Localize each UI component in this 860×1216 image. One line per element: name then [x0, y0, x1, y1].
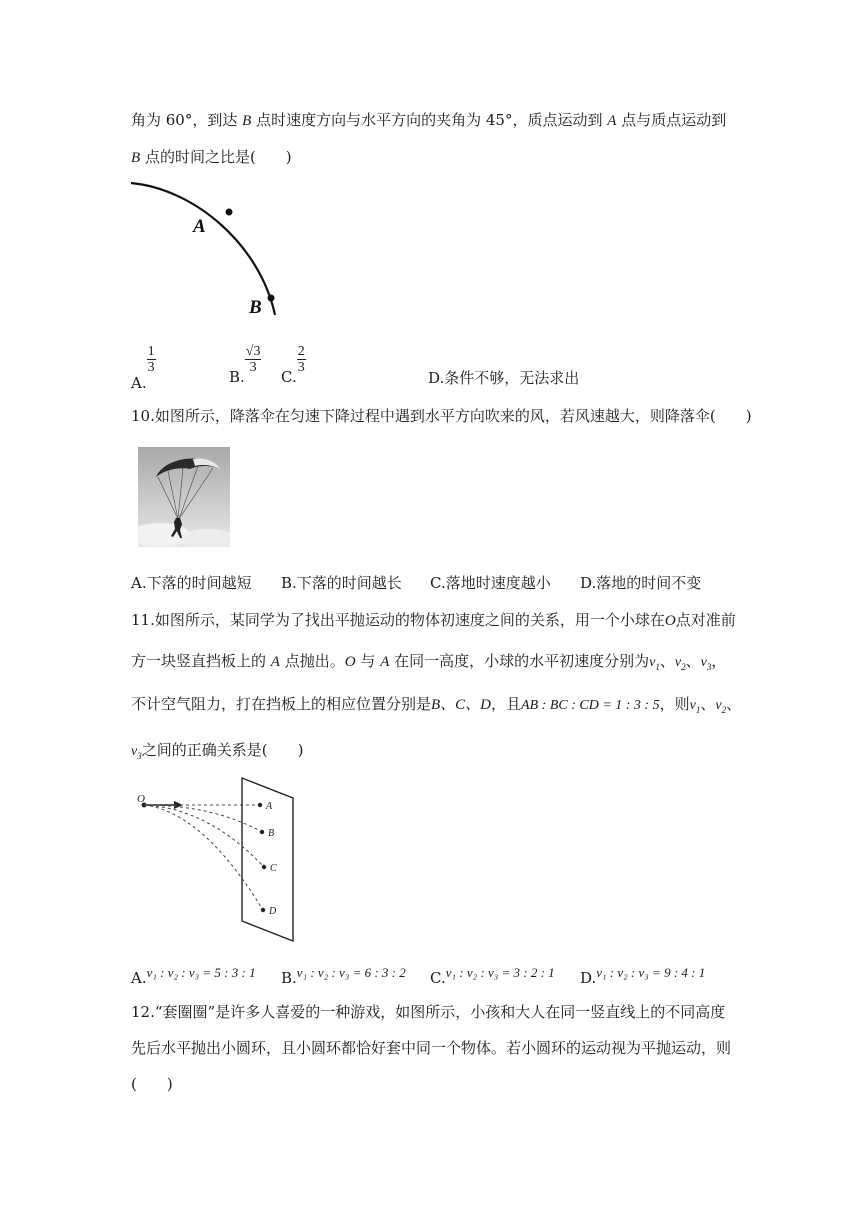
- q9-text: 角为 60°，到达: [131, 111, 238, 129]
- q9-arc-figure: [125, 175, 295, 325]
- q11-option-c[interactable]: [430, 962, 555, 987]
- q11-ratio: AB : BC : CD = 1 : 3 : 5: [521, 698, 660, 713]
- q11-text: 不计空气阻力，打在挡板上的相应位置分别是: [131, 695, 432, 713]
- q12-stem-line3: ( ): [131, 1075, 173, 1093]
- q11-text: 在同一高度，小球的水平初速度分别为: [394, 652, 650, 670]
- q11-stem-line2: [131, 651, 726, 677]
- v3-letter: v: [700, 655, 707, 670]
- option-expression: v₁ : v₂ : v₃ = 6 : 3 : 2: [296, 965, 406, 980]
- point-d-dot: [261, 908, 265, 912]
- option-prefix: B.: [229, 367, 245, 386]
- v2-symbol: [715, 698, 726, 713]
- q11-option-a[interactable]: [131, 962, 256, 987]
- q12-stem-line2: 先后水平抛出小圆环，且小圆环都恰好套中同一个物体。若小圆环的运动视为平抛运动，则: [131, 1039, 732, 1057]
- point-a-dot: [258, 803, 262, 807]
- comma: ，: [711, 652, 727, 670]
- fraction: [297, 344, 306, 375]
- trajectory-arc: [131, 183, 275, 315]
- q11-option-d[interactable]: [580, 962, 706, 987]
- q11-text: 方一块竖直挡板上的: [131, 652, 267, 670]
- option-expression: v₁ : v₂ : v₃ = 9 : 4 : 1: [596, 965, 706, 980]
- q9-option-d[interactable]: D.条件不够，无法求出: [428, 369, 580, 387]
- point-b-label: B: [268, 828, 275, 839]
- q10-option-b[interactable]: B.下落的时间越长: [281, 574, 402, 592]
- numerator: 2: [297, 344, 305, 359]
- q9-option-b[interactable]: [229, 344, 261, 386]
- option-prefix: C.: [281, 367, 297, 386]
- v2-subscript: 2: [721, 704, 727, 715]
- q9-point-a: A: [607, 113, 617, 129]
- option-prefix: D.: [580, 969, 597, 987]
- point-o-label: O: [137, 793, 145, 805]
- q9-text: 点时速度方向与水平方向的夹角为 45°，质点运动到: [256, 111, 603, 129]
- numerator: √3: [245, 344, 261, 359]
- v2-letter: v: [674, 655, 682, 670]
- q9-text: 点的时间之比是( ): [144, 148, 292, 166]
- point-a-label: A: [266, 801, 273, 812]
- q11-point-a: A: [270, 654, 280, 670]
- q11-option-b[interactable]: [281, 962, 406, 987]
- point-c-dot: [262, 865, 266, 869]
- point-d-label: D: [269, 906, 277, 917]
- point-b-dot: [260, 830, 264, 834]
- option-expression: v₁ : v₂ : v₃ = 3 : 2 : 1: [445, 965, 555, 980]
- denominator: 3: [245, 359, 262, 375]
- q11-stem-line3: [131, 694, 741, 720]
- fraction: [245, 344, 262, 375]
- separator: 、: [700, 695, 716, 713]
- q11-point-o: O: [664, 613, 676, 629]
- v3-symbol: [701, 655, 712, 670]
- q10-stem: 10.如图所示，降落伞在匀速下降过程中遇到水平方向吹来的风，若风速越大，则降落伞( ): [131, 407, 752, 425]
- q9-stem-line1: [131, 110, 726, 131]
- separator: 、: [685, 652, 701, 670]
- q11-stem-line4: [131, 740, 303, 766]
- v2-subscript: 2: [681, 661, 686, 672]
- q11-text: 与: [360, 652, 376, 670]
- option-prefix: A.: [131, 374, 147, 392]
- option-prefix: A.: [131, 969, 147, 987]
- option-prefix: B.: [281, 969, 297, 987]
- denominator: 3: [297, 360, 305, 375]
- v1-symbol: [690, 698, 701, 713]
- q10-option-d[interactable]: D.落地的时间不变: [580, 574, 702, 592]
- q11-text: ，且: [491, 695, 522, 713]
- v3-subscript: 3: [706, 661, 712, 672]
- numerator: 1: [147, 344, 155, 359]
- point-b-label: B: [249, 297, 262, 318]
- point-a-dot: [226, 209, 233, 216]
- q11-text: 点对准前: [675, 611, 736, 629]
- v1-letter: v: [649, 655, 656, 670]
- q10-option-c[interactable]: C.落地时速度越小: [430, 574, 551, 592]
- q12-stem-line1: 12.“套圈圈”是许多人喜爱的一种游戏，如图所示，小孩和大人在同一竖直线上的不同高度: [131, 1003, 726, 1021]
- option-prefix: C.: [430, 969, 446, 987]
- v1-subscript: 1: [655, 661, 660, 672]
- q9-point-b: B: [131, 150, 141, 166]
- denominator: 3: [147, 360, 155, 375]
- q11-board-figure: [133, 776, 303, 946]
- v2-symbol: [675, 655, 686, 670]
- v3-letter: v: [131, 744, 138, 759]
- v1-symbol: [649, 655, 660, 670]
- separator: 、: [659, 652, 675, 670]
- q11-stem-line1: [131, 610, 736, 631]
- q9-point-b: B: [242, 113, 252, 129]
- point-a-label: A: [193, 216, 206, 237]
- point-b-dot: [268, 295, 275, 302]
- fraction: [147, 344, 156, 375]
- v1-letter: v: [689, 698, 696, 713]
- q9-option-a[interactable]: [131, 344, 156, 392]
- option-expression: v₁ : v₂ : v₃ = 5 : 3 : 1: [146, 965, 256, 980]
- q11-text: 11.如图所示，某同学为了找出平抛运动的物体初速度之间的关系，用一个小球在: [131, 611, 665, 629]
- q11-point-a: A: [380, 654, 390, 670]
- parachute-photo: [138, 447, 230, 547]
- q10-option-a[interactable]: A.下落的时间越短: [131, 574, 252, 592]
- q9-option-c[interactable]: [281, 344, 306, 386]
- q11-text: 之间的正确关系是( ): [141, 741, 304, 759]
- v1-subscript: 1: [695, 704, 701, 715]
- v3-symbol: [131, 744, 142, 759]
- v3-subscript: 3: [137, 750, 142, 761]
- q11-text: 点抛出。: [284, 652, 345, 670]
- q9-stem-line2: [131, 147, 292, 168]
- separator: 、: [726, 695, 742, 713]
- q11-points-bcd: B、C、D: [431, 697, 492, 713]
- q11-text: ，则: [659, 695, 690, 713]
- point-c-label: C: [270, 863, 277, 874]
- dashed-trajectories: [144, 805, 264, 910]
- v2-letter: v: [715, 698, 722, 713]
- q11-point-o: O: [344, 654, 356, 670]
- q9-text: 点与质点运动到: [621, 111, 727, 129]
